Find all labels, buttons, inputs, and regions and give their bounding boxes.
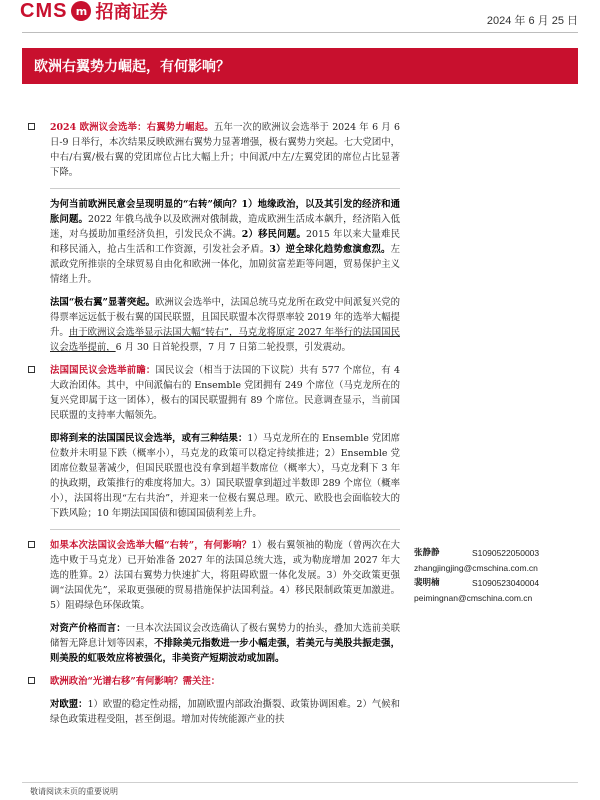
bullet-square-icon — [28, 366, 35, 373]
report-date: 2024 年 6 月 25 日 — [486, 15, 578, 27]
paragraph-eu-impact — [30, 697, 400, 727]
paragraph-text: 欧洲议会选举中，法国总统马克龙所在政党中间派复兴党的得票率远远低于极右翼的国民联盟，且国民联盟本次得票率较 2019 年的选举大幅提升。 — [50, 297, 400, 338]
paragraph-underlined: 由于欧洲议会选举显示法国大幅“转右”，马克龙将原定 2027 年举行的法国国民议会选举提前， — [50, 327, 400, 353]
analyst-row — [414, 546, 584, 561]
paragraph-election — [30, 120, 400, 180]
paragraph-lead: 即将到来的法国国民议会选举，或有三种结果： — [50, 433, 248, 444]
paragraph-lead: 法国国民议会选举前瞻： — [50, 365, 156, 376]
paragraph-text: 左派政党所推崇的全球贸易自由化和欧洲一体化，加剧贫富差距等问题，贸易保护主义情绪上升。 — [50, 244, 400, 285]
title-banner — [22, 48, 578, 84]
footer-disclaimer: 敬请阅读末页的重要说明 — [30, 787, 118, 796]
analyst-name: 裴明楠 — [414, 578, 440, 588]
paragraph-text: 2022 年俄乌战争以及欧洲对俄制裁，造成欧洲生活成本飙升，经济陷入低迷，对乌援助加重经济负担，引发民众不满。 — [50, 214, 400, 240]
paragraph-spectrum-shift — [30, 674, 400, 689]
logo-text-cn: 招商证券 — [95, 2, 168, 23]
paragraph-text: 1）欧盟的稳定性动摇，加剧欧盟内部政治撕裂、政策协调困难。2）气候和绿色政策进程受阻，甚至倒退。增加对传统能源产业的扶 — [50, 699, 400, 725]
paragraph-lead: 2024 欧洲议会选举：右翼势力崛起。 — [50, 122, 214, 133]
paragraph-subhead: 3）逆全球化趋势愈演愈烈。 — [269, 244, 391, 255]
paragraph-text: 1）马克龙所在的 Ensemble 党团席位数并未明显下跌（概率小），马克龙的政策可以稳定持续推进；2）Ensemble 党团席位数显著减少，但国民联盟也没有拿到超半数席位（概率大），马克龙剩下 3 年的执政期，政策推行的难度将加大。3）国民联盟拿到超过半数即 289 个席位（概率小），法国将出现“左右共治”，并迎来一位极右翼总理。欧元、欧股也会面临较大的下跌风险；10 年期法国国债和德国国债利差上升。 — [50, 433, 400, 519]
paragraph-impact — [30, 538, 400, 613]
analyst-row — [414, 576, 584, 591]
paragraph-text: 2015 年以来大量难民和移民涌入，抢占生活和工作资源，引发社会矛盾。 — [50, 229, 400, 255]
company-logo — [20, 0, 167, 22]
paragraph-national-assembly — [30, 363, 400, 423]
section-divider — [50, 188, 400, 189]
section-divider — [50, 529, 400, 530]
paragraph-text: 国民议会（相当于法国的下议院）共有 577 个席位，有 4 大政治团体。其中，中间派偏右的 Ensemble 党团拥有 249 个席位（马克龙所在的复兴党即属于这一团体），极右的国民联盟拥有 89 个席位。民意调查显示，当前国民联盟的支持率大幅领先。 — [50, 365, 400, 421]
paragraph-asset-prices — [30, 621, 400, 666]
paragraph-lead: 对资产价格而言： — [50, 623, 126, 634]
paragraph-lead: 欧洲政治“光谱右移”有何影响？需关注： — [50, 676, 221, 687]
paragraph-lead: 法国“极右翼”显著突起。 — [50, 297, 156, 308]
logo-text-en: CMS — [20, 0, 68, 22]
footer-divider — [22, 782, 578, 783]
paragraph-three-outcomes — [30, 431, 400, 521]
paragraph-lead: 为何当前欧洲民意会呈现明显的“右转”倾向？1）地缘政治，以及其引发的经济和通胀问题。 — [50, 199, 400, 225]
header-divider — [22, 32, 578, 33]
paragraph-lead: 对欧盟： — [50, 699, 88, 710]
bullet-square-icon — [28, 123, 35, 130]
analyst-email[interactable]: zhangjingjing@cmschina.com.cn — [414, 563, 538, 573]
analyst-email[interactable]: peimingnan@cmschina.com.cn — [414, 593, 533, 603]
paragraph-text: 一旦本次法国议会改选确认了极右翼势力的抬头，叠加大选前美联储暂无降息计划等因素， — [50, 623, 400, 649]
analyst-name: 张静静 — [414, 548, 440, 558]
analyst-license-id: S1090523040004 — [472, 578, 540, 588]
paragraph-text: 1）极右翼领袖的勒庞（曾两次在大选中败于马克龙）已开始准备 2027 年的法国总统大选，或为勒庞增加 2027 年大选的胜算。2）法国右翼势力快速扩大，将阻碍欧盟一体化发展。3）外交政策更强调“法国优先”，采取更强硬的贸易措施保护法国利益。4）移民限制政策更加激进。5）阻碍绿色环保政策。 — [50, 540, 400, 611]
paragraph-france-far-right — [30, 295, 400, 355]
report-body — [30, 120, 400, 735]
paragraph-text: 6 月 30 日首轮投票，7 月 7 日第二轮投票，引发震动。 — [115, 342, 351, 353]
page-header — [0, 0, 600, 40]
bullet-square-icon — [28, 541, 35, 548]
paragraph-right-shift-reasons — [30, 197, 400, 287]
report-title: 欧洲右翼势力崛起，有何影响？ — [34, 59, 230, 75]
analyst-license-id: S1090522050003 — [472, 548, 540, 558]
bullet-square-icon — [28, 677, 35, 684]
analyst-panel — [414, 546, 584, 606]
paragraph-text: 五年一次的欧洲议会选举于 2024 年 6 月 6 日-9 日举行，本次结果反映欧洲右翼势力显著增强，极右翼势力突起。七大党团中，中右/右翼/极右翼的党团席位占比大幅上升；中间派/中左/左翼党团的席位占比显著下降。 — [50, 122, 400, 178]
logo-badge-icon: m — [71, 1, 91, 21]
paragraph-emphasis: 不排除美元指数进一步小幅走强，若美元与美股共振走强，则美股的虹吸效应将被强化，非美资产短期波动或加剧。 — [50, 638, 400, 664]
paragraph-subhead: 2）移民问题。 — [241, 229, 307, 240]
paragraph-lead: 如果本次法国议会选举大幅“右转”，有何影响？ — [50, 540, 252, 551]
